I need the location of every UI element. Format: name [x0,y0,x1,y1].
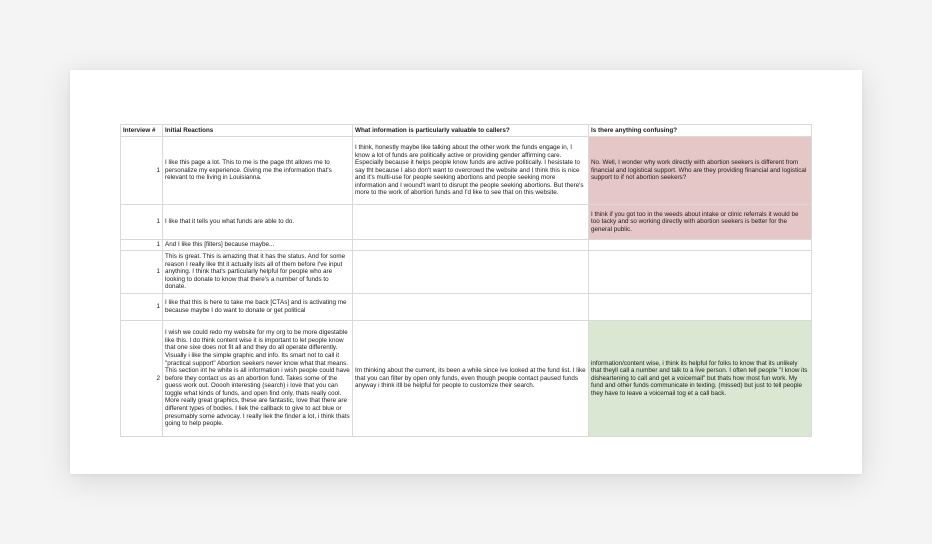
cell-valuable[interactable]: I think, honestly maybe like talking about the other work the funds engage in, I know a lot of funds are politically active or providing gender affirming care. Especially because it helps people know funds are active politically. I hesistate to say tht because I also don't want to overcrowd the website and I think this is nice and it's multi-use for people seeking abortions and people seeking more information and I wound't want to disrupt the people seeking abortions. But there's more to the work of abortion funds and I'd like to see that on this website. [353,137,589,205]
table-row [121,321,812,437]
cell-confusing[interactable] [589,251,812,294]
cell-initial[interactable]: I like that it tells you what funds are able to do. [163,205,353,240]
table-row [121,251,812,294]
cell-valuable[interactable] [353,240,589,251]
cell-confusing[interactable] [589,240,812,251]
header-interview[interactable]: Interview # [121,125,163,137]
cell-interview[interactable]: 1 [121,251,163,294]
header-row [121,125,812,137]
cell-confusing[interactable] [589,294,812,321]
table-row [121,205,812,240]
table-row [121,294,812,321]
cell-confusing[interactable]: information/content wise, i think its helpful for folks to know that its unlikely that theyll call a number and talk to a live person. I often tell people "I know its disheartening to call and get a voicemail" but thats how most fun work. My fund and other funds communicate in texting. (missed) but just to tell people they have to leave a voicemail tog et a call back. [589,321,812,437]
cell-initial[interactable]: I like that this is here to take me back [CTAs] and is activating me because maybe I do want to donate or get political [163,294,353,321]
cell-initial[interactable]: I like this page a lot. This to me is the page tht allows me to personalize my experience. Giving me the information that's relevant to me living in Louisianna. [163,137,353,205]
cell-interview[interactable]: 1 [121,294,163,321]
cell-interview[interactable]: 1 [121,137,163,205]
spreadsheet-table [120,124,812,437]
cell-interview[interactable]: 2 [121,321,163,437]
cell-initial[interactable]: I wish we could redo my website for my org to be more digestable like this. I do think content wise it is important to let people know that one sixe does not fit all and they do all operate differently. Visually i like the simple graphic and info. Its smart not to call it "practical support" Abortion seekers never know what that means. This section int he white is all information i wish people could have before they contact us as an abortion fund. Takes some of the guess work out. Ooooh interesting (search) i love that you can toggle what kinds of funds, and open find only, thats really cool. More really great graphics, these are fantastic, love that there are different types of bodies. I liek the callback to give to act blue or presumably some advocay. I really liek the finder a lot, i think thats going to help people. [163,321,353,437]
cell-valuable[interactable]: Im thinking about the current, its been a while since ive looked at the fund list. I like that you can filter by open only funds, even though people contact paused funds anyway i think itll be helpful for people to customize their search. [353,321,589,437]
header-initial-reactions[interactable]: Initial Reactions [163,125,353,137]
cell-initial[interactable]: And I like this [filters] because maybe... [163,240,353,251]
table-row [121,240,812,251]
cell-valuable[interactable] [353,294,589,321]
cell-interview[interactable]: 1 [121,205,163,240]
document-page [70,70,862,474]
cell-valuable[interactable] [353,251,589,294]
cell-valuable[interactable] [353,205,589,240]
cell-interview[interactable]: 1 [121,240,163,251]
header-confusing[interactable]: Is there anything confusing? [589,125,812,137]
table-row [121,137,812,205]
cell-confusing[interactable]: I think if you got too in the weeds about intake or clinic referrals it would be too tacky and so working directly with abortion seekers is better for the general public. [589,205,812,240]
cell-initial[interactable]: This is great. This is amazing that it has the status. And for some reason I really like tht it actually lists all of them before I've input anything. I think that's particularly helpful for people who are looking to donate to know that there's a number of funds to donate. [163,251,353,294]
header-valuable-info[interactable]: What information is particularly valuable to callers? [353,125,589,137]
cell-confusing[interactable]: No. Well, I wonder why work directly with abortion seekers is different from financial and logistical support. Who are they providing financial and logistical support to if not abortion seekers? [589,137,812,205]
